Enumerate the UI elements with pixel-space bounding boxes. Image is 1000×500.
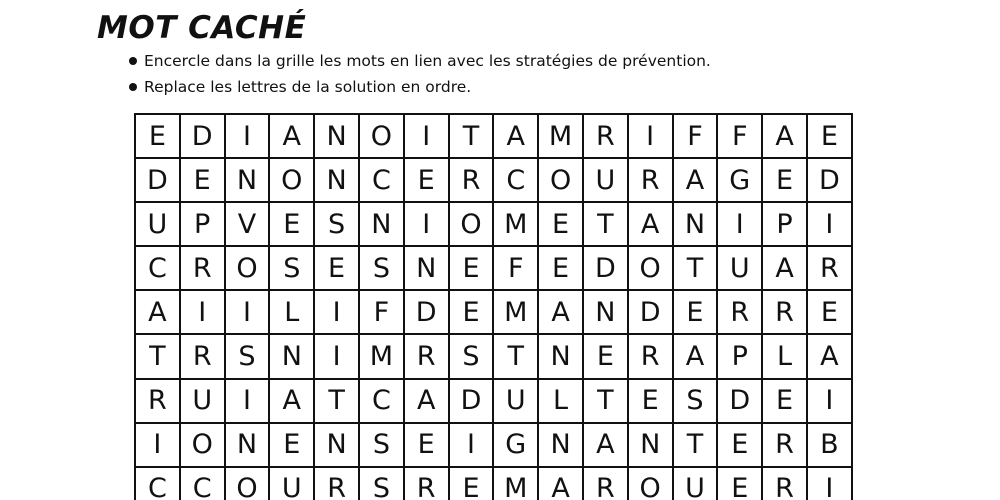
- grid-row: [135, 202, 852, 246]
- grid-cell[interactable]: R: [762, 290, 807, 334]
- grid-cell[interactable]: U: [269, 467, 314, 500]
- grid-cell[interactable]: L: [269, 290, 314, 334]
- grid-row: [135, 467, 852, 500]
- grid-cell[interactable]: A: [135, 290, 180, 334]
- grid-cell[interactable]: M: [493, 467, 538, 500]
- grid-cell[interactable]: E: [449, 246, 494, 290]
- grid-cell[interactable]: A: [583, 423, 628, 467]
- grid-row: [135, 246, 852, 290]
- grid-cell[interactable]: D: [807, 158, 852, 202]
- grid-cell[interactable]: S: [225, 334, 270, 378]
- grid-cell[interactable]: O: [449, 202, 494, 246]
- grid-row: [135, 379, 852, 423]
- grid-cell[interactable]: I: [628, 114, 673, 158]
- grid-cell[interactable]: R: [180, 334, 225, 378]
- grid-cell[interactable]: I: [180, 290, 225, 334]
- grid-cell[interactable]: A: [673, 158, 718, 202]
- grid-cell[interactable]: P: [762, 202, 807, 246]
- grid-cell[interactable]: A: [673, 334, 718, 378]
- grid-cell[interactable]: T: [493, 334, 538, 378]
- grid-cell[interactable]: E: [180, 158, 225, 202]
- grid-cell[interactable]: R: [404, 334, 449, 378]
- grid-cell[interactable]: I: [404, 114, 449, 158]
- grid-cell[interactable]: R: [583, 114, 628, 158]
- grid-cell[interactable]: I: [807, 379, 852, 423]
- grid-row: [135, 423, 852, 467]
- grid-cell[interactable]: I: [225, 290, 270, 334]
- page-title: MOT CACHÉ: [97, 10, 307, 46]
- grid-cell[interactable]: V: [225, 202, 270, 246]
- instruction-list: [128, 48, 711, 100]
- grid-row: [135, 334, 852, 378]
- grid-cell[interactable]: N: [225, 158, 270, 202]
- grid-cell[interactable]: A: [807, 334, 852, 378]
- grid-cell[interactable]: U: [583, 158, 628, 202]
- grid-cell[interactable]: P: [180, 202, 225, 246]
- grid-cell[interactable]: I: [717, 202, 762, 246]
- grid-cell[interactable]: C: [135, 246, 180, 290]
- grid-cell[interactable]: L: [762, 334, 807, 378]
- grid-cell[interactable]: N: [269, 334, 314, 378]
- grid-cell[interactable]: U: [180, 379, 225, 423]
- grid-cell[interactable]: I: [449, 423, 494, 467]
- grid-cell[interactable]: R: [583, 467, 628, 500]
- grid-cell[interactable]: C: [359, 158, 404, 202]
- grid-cell[interactable]: E: [807, 114, 852, 158]
- grid-row: [135, 158, 852, 202]
- grid-cell[interactable]: D: [583, 246, 628, 290]
- grid-cell[interactable]: R: [762, 467, 807, 500]
- grid-cell[interactable]: A: [762, 246, 807, 290]
- grid-cell[interactable]: S: [673, 379, 718, 423]
- grid-cell[interactable]: E: [404, 158, 449, 202]
- grid-cell[interactable]: N: [314, 158, 359, 202]
- grid-cell[interactable]: R: [807, 246, 852, 290]
- grid-cell[interactable]: D: [628, 290, 673, 334]
- grid-cell[interactable]: N: [628, 423, 673, 467]
- grid-cell[interactable]: R: [404, 467, 449, 500]
- grid-cell[interactable]: M: [359, 334, 404, 378]
- grid-cell[interactable]: R: [628, 334, 673, 378]
- grid-cell[interactable]: N: [538, 423, 583, 467]
- grid-cell[interactable]: T: [583, 379, 628, 423]
- grid-cell[interactable]: U: [135, 202, 180, 246]
- grid-cell[interactable]: A: [404, 379, 449, 423]
- grid-cell[interactable]: R: [449, 158, 494, 202]
- grid-cell[interactable]: T: [673, 246, 718, 290]
- grid-cell[interactable]: E: [538, 246, 583, 290]
- grid-cell[interactable]: O: [180, 423, 225, 467]
- grid-cell[interactable]: M: [493, 202, 538, 246]
- grid-cell[interactable]: N: [225, 423, 270, 467]
- grid-cell[interactable]: N: [673, 202, 718, 246]
- grid-cell[interactable]: I: [225, 114, 270, 158]
- grid-cell[interactable]: R: [314, 467, 359, 500]
- grid-cell[interactable]: E: [135, 114, 180, 158]
- grid-cell[interactable]: U: [673, 467, 718, 500]
- grid-cell[interactable]: E: [269, 202, 314, 246]
- grid-cell[interactable]: A: [538, 467, 583, 500]
- grid-cell[interactable]: A: [269, 379, 314, 423]
- grid-cell[interactable]: I: [807, 467, 852, 500]
- grid-cell[interactable]: S: [314, 202, 359, 246]
- grid-cell[interactable]: D: [717, 379, 762, 423]
- grid-cell[interactable]: E: [269, 423, 314, 467]
- grid-cell[interactable]: T: [583, 202, 628, 246]
- grid-cell[interactable]: N: [314, 114, 359, 158]
- grid-cell[interactable]: A: [538, 290, 583, 334]
- grid-cell[interactable]: E: [449, 290, 494, 334]
- instruction-item: Encercle dans la grille les mots en lien avec les stratégies de prévention.: [128, 48, 711, 74]
- grid-cell[interactable]: E: [717, 423, 762, 467]
- grid-cell[interactable]: N: [538, 334, 583, 378]
- grid-cell[interactable]: O: [225, 246, 270, 290]
- grid-cell[interactable]: D: [135, 158, 180, 202]
- word-search-grid: [134, 113, 853, 500]
- grid-cell[interactable]: C: [359, 379, 404, 423]
- grid-cell[interactable]: E: [538, 202, 583, 246]
- grid-cell[interactable]: E: [673, 290, 718, 334]
- grid-cell[interactable]: E: [717, 467, 762, 500]
- grid-cell[interactable]: A: [628, 202, 673, 246]
- grid-cell[interactable]: O: [359, 114, 404, 158]
- grid-row: [135, 290, 852, 334]
- grid-cell[interactable]: C: [493, 158, 538, 202]
- grid-cell[interactable]: S: [359, 423, 404, 467]
- grid-cell[interactable]: R: [717, 290, 762, 334]
- grid-cell[interactable]: N: [359, 202, 404, 246]
- grid-cell[interactable]: D: [449, 379, 494, 423]
- grid-cell[interactable]: U: [717, 246, 762, 290]
- grid-row: [135, 114, 852, 158]
- grid-cell[interactable]: I: [807, 202, 852, 246]
- grid-cell[interactable]: I: [135, 423, 180, 467]
- grid-cell[interactable]: G: [493, 423, 538, 467]
- grid-cell[interactable]: A: [493, 114, 538, 158]
- grid-cell[interactable]: I: [314, 290, 359, 334]
- grid-cell[interactable]: E: [807, 290, 852, 334]
- grid-cell[interactable]: P: [717, 334, 762, 378]
- grid-cell[interactable]: F: [717, 114, 762, 158]
- grid-cell[interactable]: T: [673, 423, 718, 467]
- instruction-item: Replace les lettres de la solution en ordre.: [128, 74, 711, 100]
- grid-cell[interactable]: S: [269, 246, 314, 290]
- grid-cell[interactable]: M: [493, 290, 538, 334]
- grid-cell[interactable]: F: [673, 114, 718, 158]
- grid-cell[interactable]: D: [180, 114, 225, 158]
- grid-cell[interactable]: N: [404, 246, 449, 290]
- grid-cell[interactable]: S: [359, 246, 404, 290]
- grid-cell[interactable]: A: [269, 114, 314, 158]
- grid-cell[interactable]: S: [449, 334, 494, 378]
- grid-cell[interactable]: O: [538, 158, 583, 202]
- grid-cell[interactable]: C: [180, 467, 225, 500]
- grid-cell[interactable]: T: [135, 334, 180, 378]
- grid-cell[interactable]: E: [762, 158, 807, 202]
- grid-cell[interactable]: B: [807, 423, 852, 467]
- grid-cell[interactable]: E: [583, 334, 628, 378]
- grid-cell[interactable]: I: [225, 379, 270, 423]
- grid-cell[interactable]: F: [493, 246, 538, 290]
- grid-cell[interactable]: I: [404, 202, 449, 246]
- grid-cell[interactable]: U: [493, 379, 538, 423]
- grid-cell[interactable]: R: [135, 379, 180, 423]
- grid-cell[interactable]: D: [404, 290, 449, 334]
- grid-cell[interactable]: O: [628, 467, 673, 500]
- grid-cell[interactable]: E: [628, 379, 673, 423]
- grid-cell[interactable]: N: [583, 290, 628, 334]
- grid-cell[interactable]: I: [314, 334, 359, 378]
- grid-cell[interactable]: T: [314, 379, 359, 423]
- grid-cell[interactable]: E: [762, 379, 807, 423]
- grid-cell[interactable]: O: [225, 467, 270, 500]
- grid-cell[interactable]: T: [449, 114, 494, 158]
- grid-cell[interactable]: G: [717, 158, 762, 202]
- grid-cell[interactable]: R: [628, 158, 673, 202]
- grid-cell[interactable]: E: [314, 246, 359, 290]
- grid-cell[interactable]: O: [628, 246, 673, 290]
- grid-cell[interactable]: F: [359, 290, 404, 334]
- grid-cell[interactable]: E: [404, 423, 449, 467]
- grid-cell[interactable]: L: [538, 379, 583, 423]
- grid-cell[interactable]: R: [180, 246, 225, 290]
- grid-cell[interactable]: N: [314, 423, 359, 467]
- grid-cell[interactable]: A: [762, 114, 807, 158]
- grid-cell[interactable]: O: [269, 158, 314, 202]
- grid-cell[interactable]: C: [135, 467, 180, 500]
- grid-cell[interactable]: R: [762, 423, 807, 467]
- grid-cell[interactable]: E: [449, 467, 494, 500]
- grid-cell[interactable]: S: [359, 467, 404, 500]
- grid-cell[interactable]: M: [538, 114, 583, 158]
